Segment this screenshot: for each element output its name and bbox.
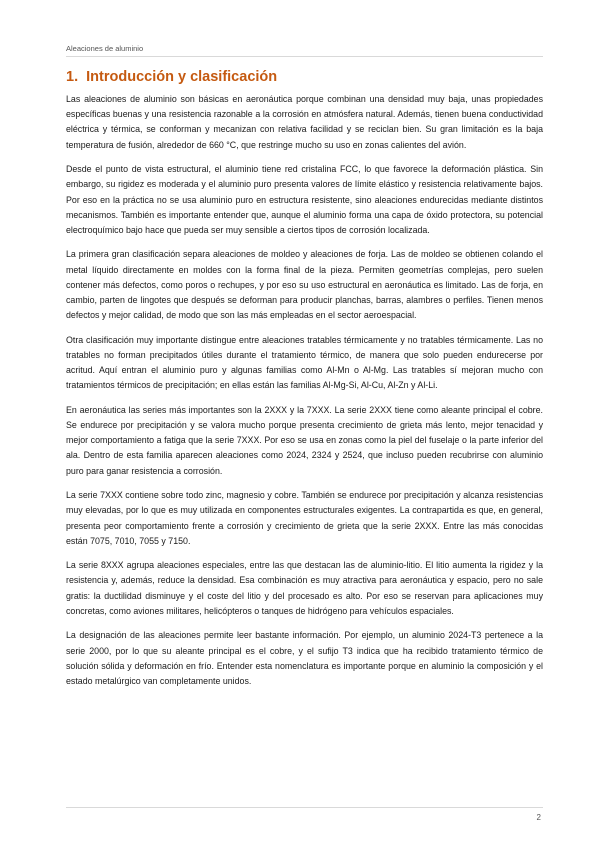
paragraph-designation: La designación de las aleaciones permite leer bastante información. Por ejemplo, un aluminio 2024-T3 pertenece a la serie 2000, por lo que su aleante principal es el cobre, y el sufijo T3 indica que ha recibido tratamiento térmico de solución sólida y deformación en frío. Entender esta nomenclatura es importante porque en aluminio la composición y el estado metalúrgico van completamente unidos. bbox=[66, 630, 543, 686]
paragraph-intro: Las aleaciones de aluminio son básicas en aeronáutica porque combinan una densidad muy baja, unas propiedades específicas buenas y una resistencia razonable a la corrosión en atmósfera natural. Además, tienen buena conductividad eléctrica y térmica, se conforman y mecanizan con relativa facilidad y se reciclan bien. Su gran limitación es la baja temperatura de fusión, alrededor de 660 °C, que restringe mucho su uso en zonas calientes del avión. bbox=[66, 94, 543, 150]
paragraph-series-8xxx: La serie 8XXX agrupa aleaciones especiales, entre las que destacan las de aluminio-litio. El litio aumenta la rigidez y la resistencia y, además, reduce la densidad. Esa combinación es muy atractiva para aeronáutica y espacio, pero no sale gratis: la ductilidad disminuye y el coste del litio y del procesado es alto. Por eso se reservan para aplicaciones muy concretas, como aviones militares, helicópteros o tanques de hidrógeno para vehículos espaciales. bbox=[66, 560, 543, 616]
paragraph-series-7xxx: La serie 7XXX contiene sobre todo zinc, magnesio y cobre. También se endurece por precipitación y alcanza resistencias muy elevadas, por lo que es muy utilizada en componentes estructurales exigentes. La contrapartida es que, en general, presenta peor comportamiento frente a corrosión y crecimiento de grieta que la serie 2XXX. Entre las más conocidas están 7075, 7010, 7055 y 7150. bbox=[66, 490, 543, 546]
section-number: 1. bbox=[66, 69, 79, 85]
paragraph-cast-wrought: La primera gran clasificación separa aleaciones de moldeo y aleaciones de forja. Las de moldeo se obtienen colando el metal líquido directamente en moldes con la forma final de la pieza. Permiten geometrías complejas, pero suelen contener más defectos, como poros o rechupes, y por eso su uso estructural en aeronáutica es limitado. Las de forja, en cambio, parten de lingotes que después se deforman para producir planchas, barras, alambres o perfiles. Tienen menos defectos y mejor calidad, de modo que son las más empleadas en el sector aeroespacial. bbox=[66, 249, 543, 321]
running-header: Aleaciones de aluminio bbox=[66, 44, 144, 53]
paragraph-series-2xxx: En aeronáutica las series más importantes son la 2XXX y la 7XXX. La serie 2XXX tiene como aleante principal el cobre. Se endurece por precipitación y se valora mucho porque presenta crecimiento de grieta más lento, mejor tenacidad y mejor comportamiento a fatiga que la serie 7XXX. Por eso se usa en zonas como la piel del fuselaje o la parte inferior del ala. Dentro de esta familia aparecen aleaciones como 2024, 2324 y 2524, que incluso pueden recubrirse con aluminio puro para ganar resistencia a corrosión. bbox=[66, 404, 543, 476]
paragraph-structure: Desde el punto de vista estructural, el aluminio tiene red cristalina FCC, lo que favorece la deformación plástica. Sin embargo, su rigidez es moderada y el aluminio puro presenta valores de límite elástico y resistencia relativamente bajos. Por eso en la práctica no se usa aluminio puro en estructura resistente, sino aleaciones endurecidas mediante distintos mecanismos. También es importante entender que, aunque el aluminio forma una capa de óxido protectora, su potencial electroquímico bajo hace que pueda ser muy sensible a ciertos tipos de corrosión localizada. bbox=[66, 164, 543, 235]
section-title: Introducción y clasificación bbox=[86, 69, 278, 85]
header-divider bbox=[66, 56, 543, 57]
paragraph-heat-treatable: Otra clasificación muy importante distingue entre aleaciones tratables térmicamente y no tratables térmicamente. Las no tratables no forman precipitados útiles durante el tratamiento térmico, de manera que solo pueden endurecerse por acritud. Aquí entran el aluminio puro y algunas familias como Al-Mn o Al-Mg. Las tratables sí mejoran mucho con tratamientos térmicos de precipitación; en ellas están las familias Al-Mg-Si, Al-Cu, Al-Zn y Al-Li. bbox=[66, 334, 543, 391]
document-body bbox=[66, 92, 543, 698]
footer-divider bbox=[66, 807, 543, 808]
page-number: 2 bbox=[536, 813, 541, 822]
section-heading bbox=[66, 69, 277, 85]
